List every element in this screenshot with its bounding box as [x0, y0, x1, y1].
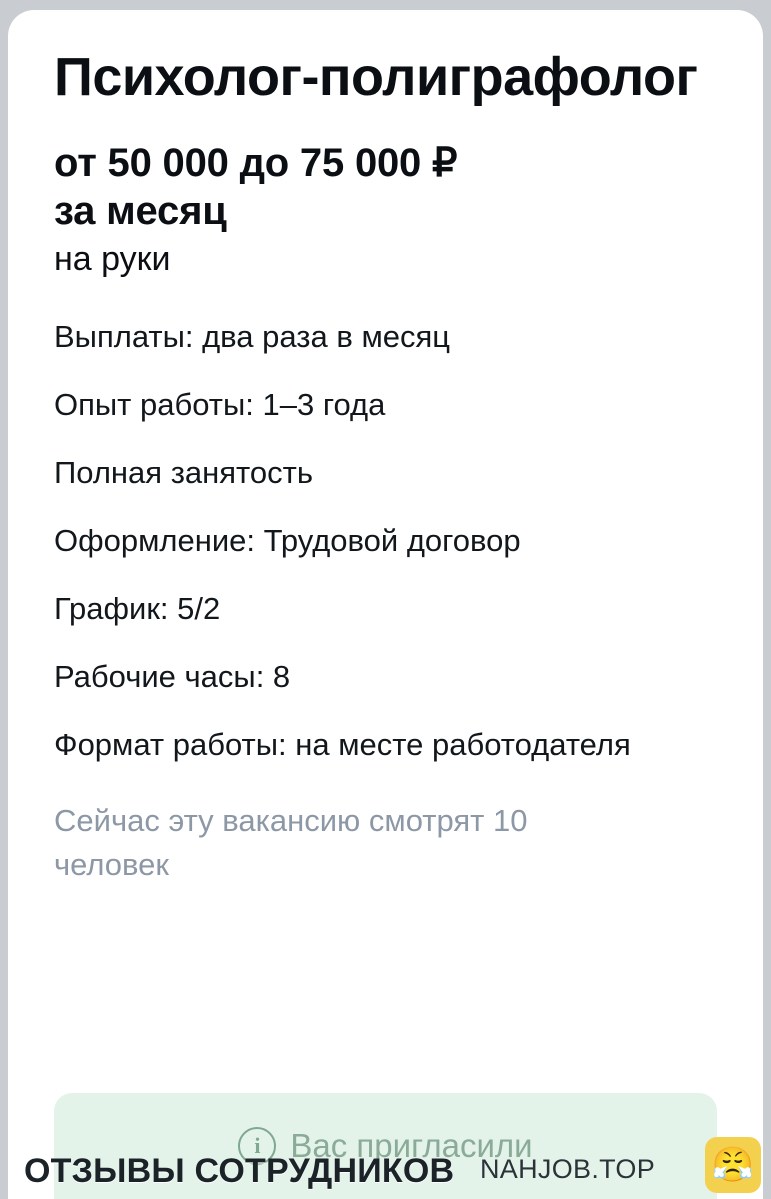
salary-period: за месяц [54, 188, 227, 233]
emoji-sticker: 😤 [705, 1137, 761, 1193]
info-icon: i [238, 1127, 276, 1165]
fact-contract: Оформление: Трудовой договор [54, 522, 521, 558]
fact-work-format: Формат работы: на месте работодателя [54, 726, 631, 762]
fact-employment: Полная занятость [54, 454, 313, 490]
fact-experience: Опыт работы: 1–3 года [54, 386, 386, 422]
page-title: Психолог-полиграфолог [54, 47, 698, 107]
vacancy-card [8, 10, 763, 1199]
fact-payments: Выплаты: два раза в месяц [54, 318, 451, 354]
salary-type: на руки [54, 239, 171, 278]
viewers-count: Сейчас эту вакансию смотрят 10 человек [54, 802, 528, 882]
vacancy-facts [54, 315, 717, 767]
fact-work-hours: Рабочие часы: 8 [54, 658, 291, 694]
watermark-site: NAHJOB.TOP [480, 1154, 656, 1184]
watermark-reviews: ОТЗЫВЫ СОТРУДНИКОВ [24, 1152, 455, 1190]
fact-schedule: График: 5/2 [54, 590, 221, 626]
invite-banner-label: Вас пригласили [290, 1127, 533, 1164]
salary-range: от 50 000 до 75 000 ₽ [54, 141, 458, 186]
vacancy-content [8, 10, 763, 887]
